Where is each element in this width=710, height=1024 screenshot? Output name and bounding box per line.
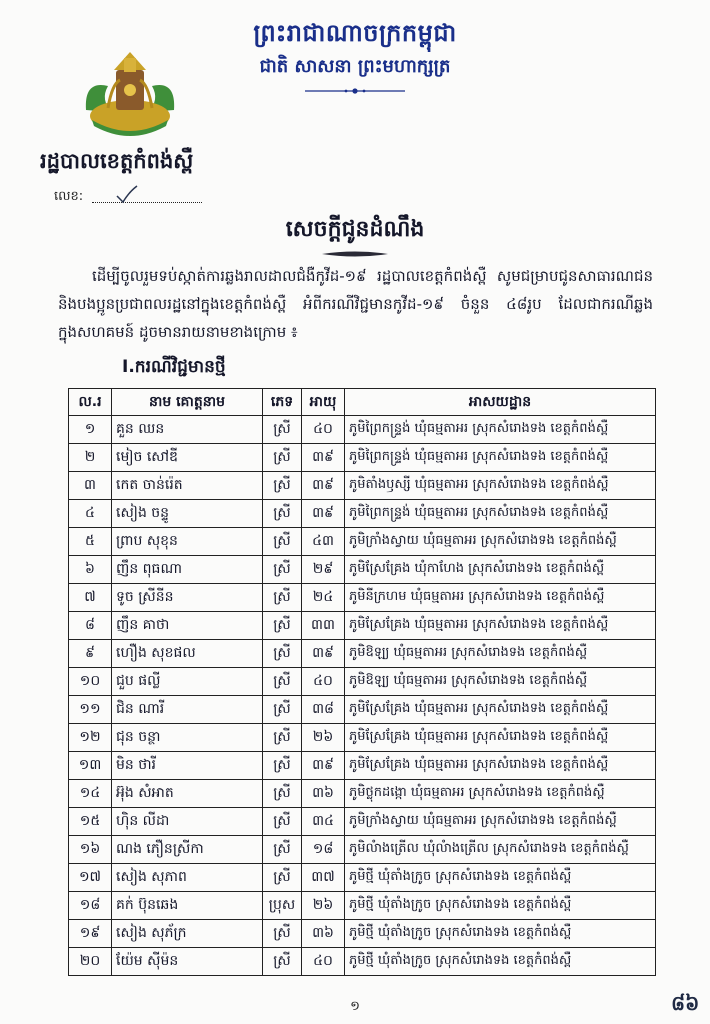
handwritten-margin-mark: ៨៦	[671, 991, 700, 1015]
table-row	[69, 416, 656, 444]
table-row	[69, 668, 656, 696]
table-row	[69, 556, 656, 584]
table-body	[69, 416, 656, 976]
cell-age: ៤០	[302, 948, 345, 976]
cell-name: ទូច ស្រីនីន	[112, 584, 263, 612]
table-row	[69, 752, 656, 780]
table-row	[69, 528, 656, 556]
cell-age: ២៩	[302, 556, 345, 584]
cell-no: ១៦	[69, 836, 112, 864]
table-row	[69, 724, 656, 752]
table-row	[69, 808, 656, 836]
cell-no: ៩	[69, 640, 112, 668]
cell-address: ភូមិថ្លុកដង្កោ ឃុំធម្មតាអរ ស្រុកសំរោងទង ខេត្តកំពង់ស្ពឺ	[345, 780, 656, 808]
title-divider-ornament	[322, 250, 388, 258]
cell-no: ១១	[69, 696, 112, 724]
cell-age: ២៦	[302, 892, 345, 920]
cell-address: ភូមិព្រៃកន្ទ្រង់ ឃុំធម្មតាអរ ស្រុកសំរោងទង ខេត្តកំពង់ស្ពឺ	[345, 416, 656, 444]
cell-address: ភូមិថ្មី ឃុំតាំងក្រូច ស្រុកសំរោងទង ខេត្តកំពង់ស្ពឺ	[345, 920, 656, 948]
check-mark-icon	[115, 184, 139, 204]
cell-address: ភូមិលំាងត្រើល ឃុំលំាងត្រើល ស្រុកសំរោងទង ខេត្តកំពង់ស្ពឺ	[345, 836, 656, 864]
cell-sex: ស្រី	[263, 528, 302, 556]
cell-address: ភូមិព្រៃកន្ទ្រង់ ឃុំធម្មតាអរ ស្រុកសំរោងទង ខេត្តកំពង់ស្ពឺ	[345, 500, 656, 528]
cell-no: ១២	[69, 724, 112, 752]
cell-sex: ស្រី	[263, 836, 302, 864]
cell-age: ៣៣	[302, 612, 345, 640]
page-number: ១	[350, 999, 360, 1014]
cell-address: ភូមិស្រែគ្រែង ឃុំកាហែង ស្រុកសំរោងទង ខេត្តកំពង់ស្ពឺ	[345, 556, 656, 584]
cell-no: ៦	[69, 556, 112, 584]
cell-sex: ស្រី	[263, 864, 302, 892]
reference-number-line	[92, 202, 202, 203]
cell-address: ភូមិថ្មី ឃុំតាំងក្រូច ស្រុកសំរោងទង ខេត្តកំពង់ស្ពឺ	[345, 864, 656, 892]
cell-sex: ស្រី	[263, 640, 302, 668]
cell-sex: ស្រី	[263, 696, 302, 724]
cell-no: ១៤	[69, 780, 112, 808]
table-row	[69, 780, 656, 808]
cell-name: ហ៊ិន លីដា	[112, 808, 263, 836]
cell-name: សៀង សុភ័ក្រ	[112, 920, 263, 948]
cell-age: ៣៩	[302, 472, 345, 500]
cell-name: ណង ភឿនស្រីកា	[112, 836, 263, 864]
cell-age: ១៨	[302, 836, 345, 864]
cell-no: ២០	[69, 948, 112, 976]
intro-paragraph: ដើម្បីចូលរួមទប់ស្កាត់ការឆ្លងរាលដាលជំងឺកូវីដ-១៩ រដ្ឋបាលខេត្តកំពង់ស្ពឺ សូមជម្រាបជូនសាធារណជន និងបងប្អូនប្រជាពលរដ្ឋនៅក្នុងខេត្តកំពង់ស្ពឺ អំពីករណីវិជ្ជមានកូវីដ-១៩ ចំនួន ៤៨រូប ដែលជាករណីឆ្លងក្នុងសហគមន៍ ដូចមានរាយនាមខាងក្រោម ៖	[58, 267, 653, 341]
cell-age: ៣៩	[302, 752, 345, 780]
cell-no: ២	[69, 444, 112, 472]
header-divider-ornament	[305, 86, 405, 96]
cell-age: ៣៩	[302, 640, 345, 668]
cell-age: ៣៦	[302, 780, 345, 808]
table-row	[69, 640, 656, 668]
cell-age: ៣៧	[302, 864, 345, 892]
cell-name: ព្រាប សុខុន	[112, 528, 263, 556]
cell-name: មៀច សៅឌី	[112, 444, 263, 472]
provincial-emblem-logo	[78, 50, 182, 142]
cell-name: សៀង ចន្ទូ	[112, 500, 263, 528]
cell-name: ជុន ចន្ថា	[112, 724, 263, 752]
cell-no: ១	[69, 416, 112, 444]
cell-no: ១៥	[69, 808, 112, 836]
cell-address: ភូមិស្រែគ្រែង ឃុំធម្មតាអរ ស្រុកសំរោងទង ខេត្តកំពង់ស្ពឺ	[345, 696, 656, 724]
cell-sex: ស្រី	[263, 920, 302, 948]
cell-no: ១០	[69, 668, 112, 696]
cases-table	[68, 388, 656, 976]
document-title: សេចក្តីជូនដំណឹង	[285, 217, 425, 242]
cell-no: ៣	[69, 472, 112, 500]
cell-age: ៣៩	[302, 500, 345, 528]
table-header-row	[69, 389, 656, 416]
cell-address: ភូមិក្រាំងស្វាយ ឃុំធម្មតាអរ ស្រុកសំរោងទង ខេត្តកំពង់ស្ពឺ	[345, 808, 656, 836]
cell-address: ភូមិថ្មី ឃុំតាំងក្រូច ស្រុកសំរោងទង ខេត្តកំពង់ស្ពឺ	[345, 892, 656, 920]
cell-name: អ៊ុង សំអាត	[112, 780, 263, 808]
cell-address: ភូមិក្រាំងស្វាយ ឃុំធម្មតាអរ ស្រុកសំរោងទង ខេត្តកំពង់ស្ពឺ	[345, 528, 656, 556]
cell-name: គក់ ប៊ុនឆេង	[112, 892, 263, 920]
kingdom-heading: ព្រះរាជាណាចក្រកម្ពុជា	[253, 19, 457, 47]
cell-address: ភូមិតាំងឫស្សី ឃុំធម្មតាអរ ស្រុកសំរោងទង ខេត្តកំពង់ស្ពឺ	[345, 472, 656, 500]
cell-address: ភូមិនីក្រហម ឃុំធម្មតាអរ ស្រុកសំរោងទង ខេត្តកំពង់ស្ពឺ	[345, 584, 656, 612]
table-row	[69, 920, 656, 948]
column-header-sex: ភេទ	[263, 389, 302, 416]
cell-sex: ស្រី	[263, 444, 302, 472]
cell-age: ២៤	[302, 584, 345, 612]
cell-address: ភូមិឱឡ្យ ឃុំធម្មតាអរ ស្រុកសំរោងទង ខេត្តកំពង់ស្ពឺ	[345, 640, 656, 668]
cell-no: ៧	[69, 584, 112, 612]
cell-address: ភូមិឱឡ្យ ឃុំធម្មតាអរ ស្រុកសំរោងទង ខេត្តកំពង់ស្ពឺ	[345, 668, 656, 696]
column-header-name: នាម គោត្តនាម	[112, 389, 263, 416]
administration-name: រដ្ឋបាលខេត្តកំពង់ស្ពឺ	[40, 149, 194, 173]
table-row	[69, 696, 656, 724]
cell-name: យ៉ែម ស៊ីម៉ន	[112, 948, 263, 976]
cell-sex: ស្រី	[263, 780, 302, 808]
cell-sex: ស្រី	[263, 948, 302, 976]
cell-age: ៤៣	[302, 528, 345, 556]
cell-sex: ស្រី	[263, 724, 302, 752]
table-row	[69, 584, 656, 612]
cell-age: ៣៤	[302, 808, 345, 836]
cell-no: ១៧	[69, 864, 112, 892]
table-row	[69, 892, 656, 920]
cell-address: ភូមិស្រែគ្រែង ឃុំធម្មតាអរ ស្រុកសំរោងទង ខេត្តកំពង់ស្ពឺ	[345, 724, 656, 752]
cell-address: ភូមិព្រៃកន្ទ្រង់ ឃុំធម្មតាអរ ស្រុកសំរោងទង ខេត្តកំពង់ស្ពឺ	[345, 444, 656, 472]
cell-name: ញឹន គាថា	[112, 612, 263, 640]
cell-age: ៤០	[302, 416, 345, 444]
cell-no: ១៩	[69, 920, 112, 948]
reference-number-label: លេខ:	[54, 189, 84, 204]
section-title: I.ករណីវិជ្ជមានថ្មី	[122, 357, 226, 377]
cell-no: ១៣	[69, 752, 112, 780]
cell-name: សៀង សុភាព	[112, 864, 263, 892]
cell-no: ៨	[69, 612, 112, 640]
cell-age: ៣៨	[302, 696, 345, 724]
cell-age: ៣៩	[302, 444, 345, 472]
table-row	[69, 836, 656, 864]
cell-sex: ស្រី	[263, 584, 302, 612]
cell-name: គួន ឈន	[112, 416, 263, 444]
column-header-no: ល.រ	[69, 389, 112, 416]
cell-sex: ស្រី	[263, 752, 302, 780]
cell-sex: ស្រី	[263, 668, 302, 696]
cell-name: ហឿង សុខផល	[112, 640, 263, 668]
cell-sex: ស្រី	[263, 556, 302, 584]
cell-name: ជិន ណារី	[112, 696, 263, 724]
table-row	[69, 500, 656, 528]
cell-sex: ស្រី	[263, 808, 302, 836]
cell-sex: ស្រី	[263, 472, 302, 500]
cell-sex: ស្រី	[263, 612, 302, 640]
cell-no: ១៨	[69, 892, 112, 920]
cell-sex: ស្រី	[263, 416, 302, 444]
cell-name: មិន ថារី	[112, 752, 263, 780]
cell-address: ភូមិស្រែគ្រែង ឃុំធម្មតាអរ ស្រុកសំរោងទង ខេត្តកំពង់ស្ពឺ	[345, 752, 656, 780]
cell-sex: ប្រុស	[263, 892, 302, 920]
column-header-address: អាសយដ្ឋាន	[345, 389, 656, 416]
table-row	[69, 948, 656, 976]
table-row	[69, 472, 656, 500]
cell-age: ៤០	[302, 668, 345, 696]
cell-address: ភូមិថ្មី ឃុំតាំងក្រូច ស្រុកសំរោងទង ខេត្តកំពង់ស្ពឺ	[345, 948, 656, 976]
cell-name: កេត ចាន់រ៉េត	[112, 472, 263, 500]
cell-age: ៣៦	[302, 920, 345, 948]
cell-address: ភូមិស្រែគ្រែង ឃុំធម្មតាអរ ស្រុកសំរោងទង ខេត្តកំពង់ស្ពឺ	[345, 612, 656, 640]
table-row	[69, 864, 656, 892]
cell-sex: ស្រី	[263, 500, 302, 528]
column-header-age: អាយុ	[302, 389, 345, 416]
cell-age: ២៦	[302, 724, 345, 752]
cell-no: ៤	[69, 500, 112, 528]
national-motto: ជាតិ សាសនា ព្រះមហាក្សត្រ	[259, 56, 451, 77]
cell-no: ៥	[69, 528, 112, 556]
table-row	[69, 444, 656, 472]
cell-name: ជួប ផល្លី	[112, 668, 263, 696]
table-row	[69, 612, 656, 640]
cell-name: ញឹន ពុធណា	[112, 556, 263, 584]
